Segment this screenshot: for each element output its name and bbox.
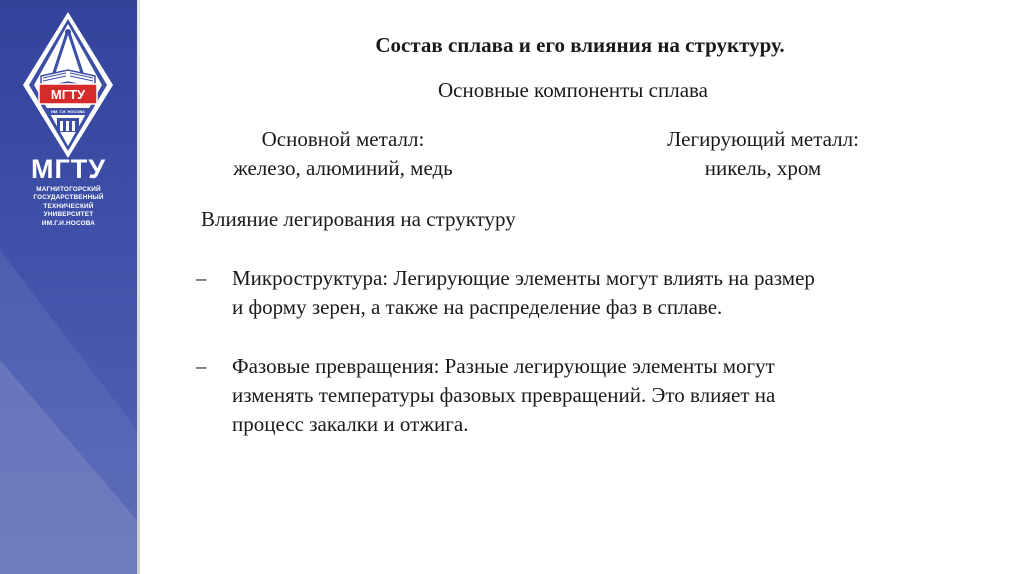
list-item bbox=[196, 264, 966, 322]
bullet-line: Микроструктура: Легирующие элементы могут влиять на размер bbox=[232, 266, 815, 290]
bullet-line: Фазовые превращения: Разные легирующие элементы могут bbox=[232, 354, 775, 378]
brand-line: ИМ.Г.И.НОСОВА bbox=[41, 219, 96, 227]
base-metal-block bbox=[188, 125, 498, 183]
alloying-metal-block bbox=[618, 125, 908, 183]
brand-name: МГТУ bbox=[30, 154, 107, 184]
section-heading: Влияние легирования на структуру bbox=[201, 207, 516, 231]
brand-line: УНИВЕРСИТЕТ bbox=[43, 211, 94, 219]
brand-sidebar bbox=[0, 0, 137, 574]
bullet-list bbox=[196, 264, 966, 469]
emblem-ribbon-text: ИМ. Г.И. НОСОВА bbox=[51, 109, 85, 114]
base-metal-values: железо, алюминий, медь bbox=[233, 156, 453, 180]
brand-line: ГОСУДАРСТВЕННЫЙ bbox=[33, 194, 104, 202]
brand-full-name bbox=[0, 186, 137, 228]
sidebar-divider bbox=[137, 0, 140, 574]
bullet-dash: – bbox=[196, 354, 207, 378]
emblem-badge-text: МГТУ bbox=[50, 87, 86, 102]
slide-subtitle: Основные компоненты сплава bbox=[438, 78, 708, 102]
bullet-line: процесс закалки и отжига. bbox=[232, 412, 469, 436]
alloying-metal-label: Легирующий металл: bbox=[667, 127, 859, 151]
alloying-metal-values: никель, хром bbox=[704, 156, 822, 180]
bullet-line: изменять температуры фазовых превращений. Это влияет на bbox=[232, 383, 776, 407]
brand-line: МАГНИТОГОРСКИЙ bbox=[36, 186, 101, 193]
base-metal-label: Основной металл: bbox=[261, 127, 425, 151]
bullet-dash: – bbox=[196, 266, 207, 290]
bullet-line: и форму зерен, а также на распределение фаз в сплаве. bbox=[232, 295, 723, 319]
brand-line: ТЕХНИЧЕСКИЙ bbox=[43, 202, 94, 210]
slide-title: Состав сплава и его влияния на структуру. bbox=[375, 33, 785, 57]
list-item bbox=[196, 352, 966, 439]
